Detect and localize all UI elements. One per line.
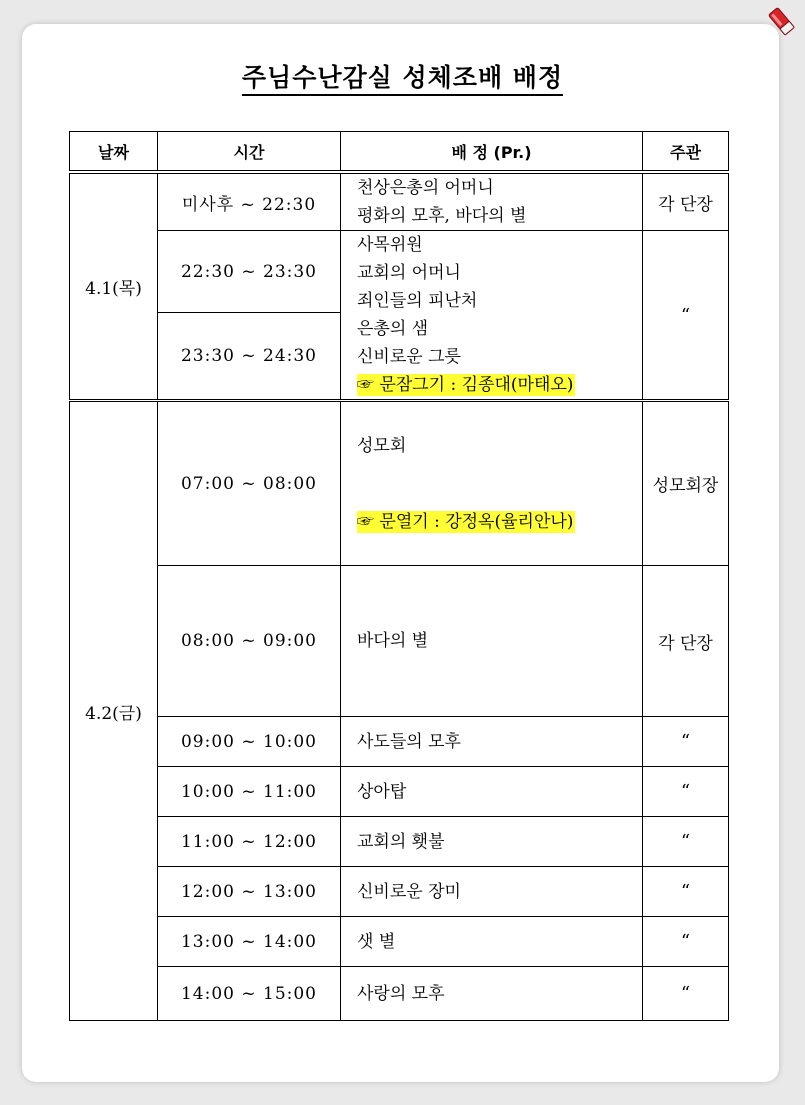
host-cell: “ (643, 767, 729, 817)
host-cell: “ (643, 917, 729, 967)
date-cell: 4.2(금) (70, 401, 158, 1021)
time-cell: 13:00 ~ 14:00 (158, 917, 341, 967)
time-cell: 14:00 ~ 15:00 (158, 967, 341, 1021)
time-cell: 23:30 ~ 24:30 (158, 313, 341, 401)
lock-note: ☞ 문잠그기 : 김종대(마태오) (357, 375, 574, 395)
host-cell: 성모회장 (643, 401, 729, 566)
time-cell: 미사후 ~ 22:30 (158, 172, 341, 231)
host-cell: “ (643, 817, 729, 867)
schedule-table (69, 131, 729, 1021)
eraser-icon[interactable] (767, 4, 797, 40)
time-cell: 10:00 ~ 11:00 (158, 767, 341, 817)
host-cell: 각 단장 (643, 566, 729, 717)
table-row (70, 817, 729, 867)
header-date: 날짜 (70, 132, 158, 173)
assign-line: 교회의 어머니 (357, 263, 461, 283)
header-time: 시간 (158, 132, 341, 173)
time-cell: 07:00 ~ 08:00 (158, 401, 341, 566)
table-row (70, 566, 729, 717)
table-row (70, 401, 729, 566)
host-cell: “ (643, 717, 729, 767)
host-cell: 각 단장 (643, 172, 729, 231)
assign-cell: 교회의 횃불 (341, 817, 643, 867)
table-row (70, 172, 729, 231)
assign-line: 죄인들의 피난처 (357, 291, 478, 311)
assign-cell: 샛 별 (341, 917, 643, 967)
assign-cell (341, 172, 643, 231)
header-assign: 배 정 (Pr.) (341, 132, 643, 173)
assign-cell: 사도들의 모후 (341, 717, 643, 767)
page-title: 주님수난감실 성체조배 배정 (0, 58, 805, 94)
time-cell: 11:00 ~ 12:00 (158, 817, 341, 867)
time-cell: 08:00 ~ 09:00 (158, 566, 341, 717)
host-cell: “ (643, 867, 729, 917)
table-row (70, 767, 729, 817)
table-row (70, 917, 729, 967)
table-row (70, 967, 729, 1021)
assign-line: 신비로운 그릇 (357, 347, 461, 367)
assign-cell: 신비로운 장미 (341, 867, 643, 917)
assign-cell: 상아탑 (341, 767, 643, 817)
host-cell: “ (643, 967, 729, 1021)
assign-cell: 사랑의 모후 (341, 967, 643, 1021)
table-row (70, 717, 729, 767)
header-host: 주관 (643, 132, 729, 173)
date-cell: 4.1(목) (70, 172, 158, 401)
assign-line: 천상은총의 어머니 (357, 178, 494, 198)
assign-line: 은총의 샘 (357, 319, 429, 339)
time-cell: 22:30 ~ 23:30 (158, 231, 341, 313)
assign-cell (341, 401, 643, 566)
host-cell: “ (643, 231, 729, 401)
table-row (70, 231, 729, 313)
time-cell: 12:00 ~ 13:00 (158, 867, 341, 917)
assign-cell: 바다의 별 (341, 566, 643, 717)
assign-cell (341, 231, 643, 401)
table-row (70, 867, 729, 917)
assign-line: 성모회 (357, 436, 407, 456)
header-row (70, 132, 729, 173)
open-note: ☞ 문열기 : 강정옥(율리안나) (357, 512, 574, 532)
assign-line: 사목위원 (357, 235, 423, 255)
time-cell: 09:00 ~ 10:00 (158, 717, 341, 767)
assign-line: 평화의 모후, 바다의 별 (357, 206, 527, 226)
